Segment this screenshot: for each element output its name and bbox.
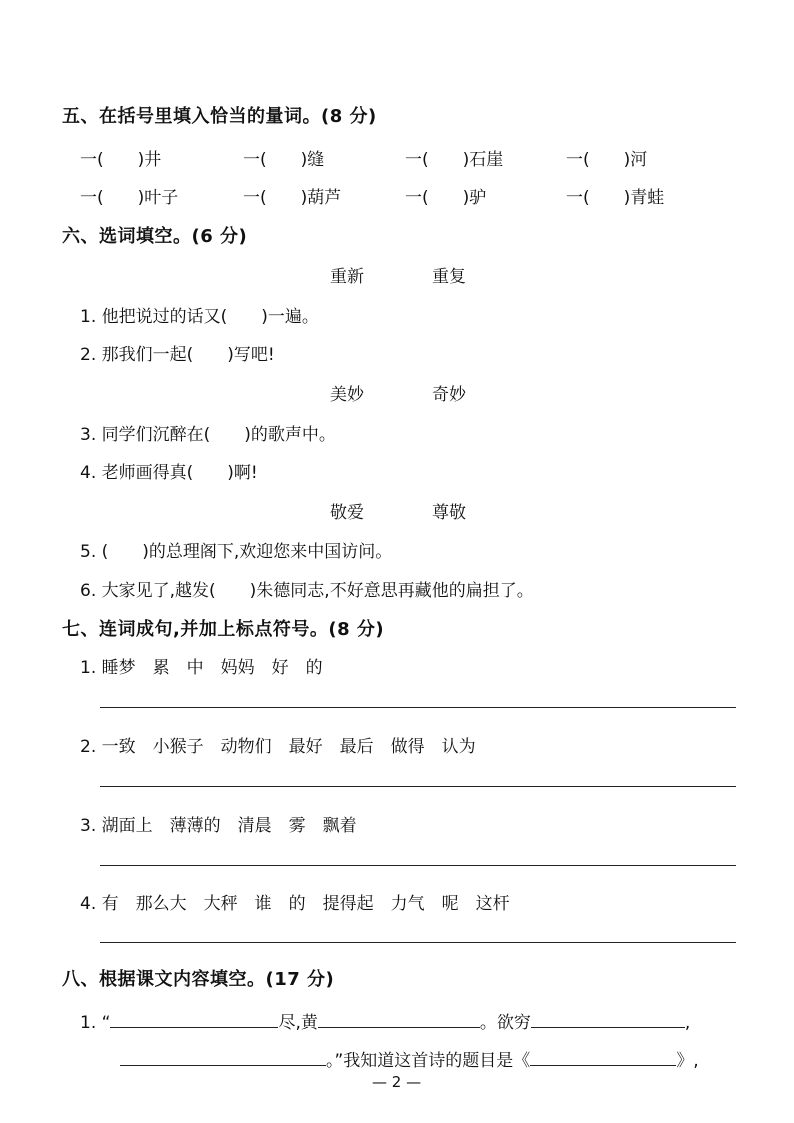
poem-text: 。欲穷 xyxy=(479,1013,531,1033)
fill-sentence: 1. 他把说过的话又( )一遍。 xyxy=(80,307,319,327)
measure-word-item: 一( )驴 xyxy=(405,188,487,208)
fill-sentence: 6. 大家见了,越发( )朱德同志,不好意思再藏他的扁担了。 xyxy=(80,581,534,601)
word-choice: 重新 xyxy=(330,267,364,287)
poem-blank[interactable] xyxy=(318,1026,480,1028)
fill-sentence: 5. ( )的总理阁下,欢迎您来中国访问。 xyxy=(80,542,393,562)
measure-word-item: 一( )石崖 xyxy=(405,150,504,170)
section-5-title: 五、在括号里填入恰当的量词。(8 分) xyxy=(62,106,377,127)
fill-sentence: 4. 老师画得真( )啊! xyxy=(80,463,258,483)
section-6-title: 六、选词填空。(6 分) xyxy=(62,226,248,247)
measure-word-item: 一( )葫芦 xyxy=(243,188,342,208)
measure-word-item: 一( )青蛙 xyxy=(566,188,665,208)
word-choice: 奇妙 xyxy=(432,385,466,405)
answer-line[interactable] xyxy=(100,786,736,787)
poem-text: 尽,黄 xyxy=(278,1013,318,1033)
title-blank[interactable] xyxy=(530,1064,676,1066)
poem-fill-line-2 xyxy=(120,1046,699,1071)
fill-sentence: 3. 同学们沉醉在( )的歌声中。 xyxy=(80,425,336,445)
answer-line[interactable] xyxy=(100,942,736,943)
poem-blank[interactable] xyxy=(120,1064,326,1066)
item-number: 1. xyxy=(80,1013,97,1033)
measure-word-item: 一( )叶子 xyxy=(80,188,179,208)
page-number: — 2 — xyxy=(372,1073,422,1091)
open-quote: “ xyxy=(101,1013,111,1033)
word-choice: 美妙 xyxy=(330,385,364,405)
measure-word-item: 一( )井 xyxy=(80,150,162,170)
poem-blank[interactable] xyxy=(110,1026,278,1028)
poem-blank[interactable] xyxy=(531,1026,685,1028)
word-order-item: 1. 睡梦 累 中 妈妈 好 的 xyxy=(80,658,323,678)
section-7-title: 七、连词成句,并加上标点符号。(8 分) xyxy=(62,619,385,640)
word-order-item: 4. 有 那么大 大秤 谁 的 提得起 力气 呢 这杆 xyxy=(80,894,510,914)
word-order-item: 3. 湖面上 薄薄的 清晨 雾 飘着 xyxy=(80,816,357,836)
poem-text: , xyxy=(684,1013,691,1033)
fill-sentence: 2. 那我们一起( )写吧! xyxy=(80,345,275,365)
poem-text: 》, xyxy=(676,1051,699,1071)
word-choice: 尊敬 xyxy=(432,503,466,523)
poem-fill-line-1 xyxy=(80,1008,690,1033)
section-8-title: 八、根据课文内容填空。(17 分) xyxy=(62,969,335,990)
poem-text: 。”我知道这首诗的题目是《 xyxy=(326,1051,531,1071)
measure-word-item: 一( )缝 xyxy=(243,150,325,170)
word-choice: 敬爱 xyxy=(330,503,364,523)
answer-line[interactable] xyxy=(100,865,736,866)
measure-word-item: 一( )河 xyxy=(566,150,648,170)
answer-line[interactable] xyxy=(100,707,736,708)
word-choice: 重复 xyxy=(432,267,466,287)
word-order-item: 2. 一致 小猴子 动物们 最好 最后 做得 认为 xyxy=(80,737,476,757)
